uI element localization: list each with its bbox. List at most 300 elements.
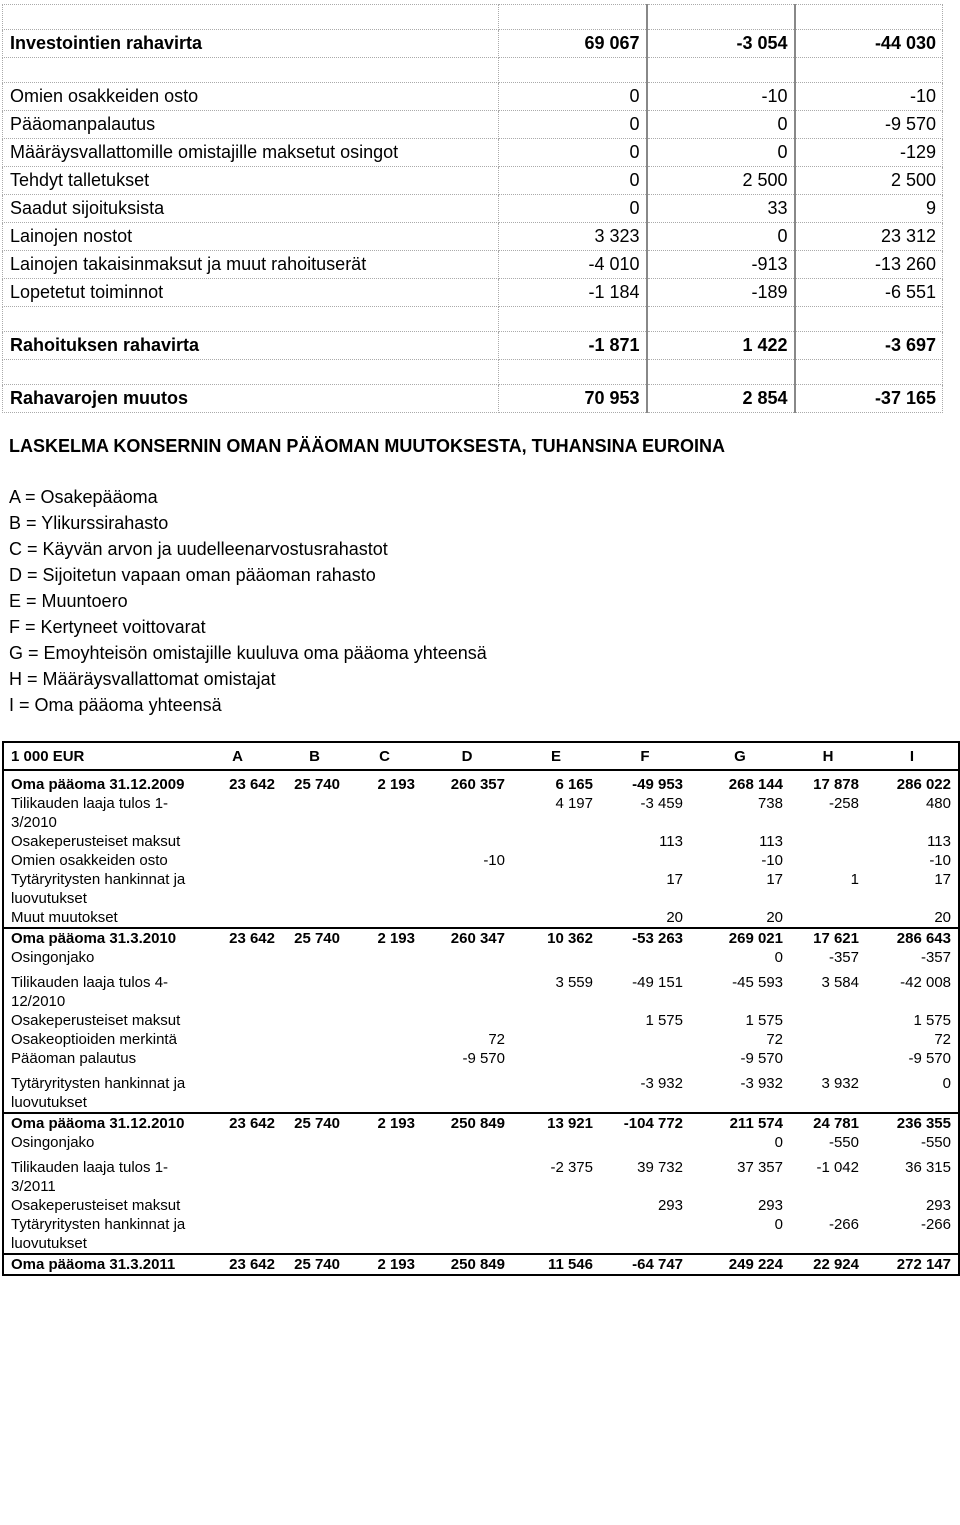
cash-flow-value xyxy=(647,307,795,332)
equity-change-row xyxy=(3,1068,959,1113)
header-col-d: D xyxy=(422,742,512,770)
equity-value xyxy=(282,948,347,967)
equity-value xyxy=(512,948,600,967)
equity-value xyxy=(193,870,282,908)
cash-flow-value: -37 165 xyxy=(795,385,943,413)
equity-value xyxy=(282,1049,347,1068)
cash-flow-row xyxy=(3,279,943,307)
equity-value: -266 xyxy=(920,1216,951,1233)
cash-flow-value xyxy=(499,5,647,30)
cash-flow-label: Rahavarojen muutos xyxy=(3,385,499,413)
equity-value: 272 147 xyxy=(866,1254,959,1275)
equity-value: -104 772 xyxy=(600,1113,690,1133)
cash-flow-value: 0 xyxy=(499,83,647,111)
legend-item: A = Osakepääoma xyxy=(9,487,158,507)
equity-value: 250 849 xyxy=(422,1254,512,1275)
equity-value xyxy=(282,1215,347,1254)
equity-value: 20 xyxy=(766,909,783,926)
equity-value xyxy=(282,967,347,1011)
equity-row-label: Tytäryritysten hankinnat ja luovutukset xyxy=(11,1216,186,1252)
equity-value xyxy=(600,1133,690,1152)
equity-value: 0 xyxy=(774,1216,783,1233)
equity-value xyxy=(790,1196,866,1215)
equity-value: 25 740 xyxy=(282,770,347,794)
equity-value xyxy=(193,1215,282,1254)
equity-value: 24 781 xyxy=(790,1113,866,1133)
equity-value xyxy=(193,908,282,928)
header-col-b: B xyxy=(282,742,347,770)
equity-value: -3 459 xyxy=(640,795,683,812)
cash-flow-value xyxy=(647,360,795,385)
cash-flow-value: -189 xyxy=(647,279,795,307)
equity-value xyxy=(282,1068,347,1113)
equity-value: -357 xyxy=(920,949,951,966)
equity-value xyxy=(790,1049,866,1068)
equity-value: 286 022 xyxy=(866,770,959,794)
cash-flow-value: 33 xyxy=(647,195,795,223)
equity-value xyxy=(282,1030,347,1049)
cash-flow-row xyxy=(3,30,943,58)
equity-value: 23 642 xyxy=(193,1254,282,1275)
cash-flow-value: 0 xyxy=(647,223,795,251)
equity-value: 11 546 xyxy=(512,1254,600,1275)
legend-item: I = Oma pääoma yhteensä xyxy=(9,695,222,715)
equity-change-row xyxy=(3,1215,959,1254)
cash-flow-label xyxy=(3,360,499,385)
equity-value: -2 375 xyxy=(550,1159,593,1176)
equity-value: 17 621 xyxy=(790,928,866,948)
equity-value: 23 642 xyxy=(193,770,282,794)
cash-flow-value xyxy=(647,5,795,30)
cash-flow-value: 69 067 xyxy=(499,30,647,58)
section-title: LASKELMA KONSERNIN OMAN PÄÄOMAN MUUTOKSESTA, TUHANSINA EUROINA xyxy=(9,436,726,456)
equity-value: 0 xyxy=(774,1134,783,1151)
equity-change-row xyxy=(3,1133,959,1152)
cash-flow-value: 2 500 xyxy=(647,167,795,195)
equity-change-row xyxy=(3,1011,959,1030)
equity-value: 20 xyxy=(934,909,951,926)
equity-value: 113 xyxy=(659,833,683,850)
equity-changes-table xyxy=(2,741,960,1276)
cash-flow-row xyxy=(3,83,943,111)
equity-value xyxy=(790,851,866,870)
equity-row-label: Oma pääoma 31.12.2010 xyxy=(3,1113,193,1133)
cash-flow-value: 0 xyxy=(499,111,647,139)
cash-flow-value: -13 260 xyxy=(795,251,943,279)
cash-flow-value: 70 953 xyxy=(499,385,647,413)
cash-flow-row xyxy=(3,251,943,279)
equity-row-label: Osingonjako xyxy=(11,1134,95,1151)
equity-value: -10 xyxy=(929,852,951,869)
legend-item: G = Emoyhteisön omistajille kuuluva oma pääoma yhteensä xyxy=(9,643,487,663)
cash-flow-value: 0 xyxy=(499,139,647,167)
cash-flow-label: Lopetetut toiminnot xyxy=(3,279,499,307)
equity-value xyxy=(347,851,422,870)
equity-value: 113 xyxy=(759,833,783,850)
equity-value: 3 584 xyxy=(821,974,859,991)
cash-flow-value: -6 551 xyxy=(795,279,943,307)
equity-value xyxy=(600,1030,690,1049)
equity-value: 1 575 xyxy=(645,1012,683,1029)
equity-value xyxy=(282,794,347,832)
equity-value xyxy=(790,1030,866,1049)
equity-value xyxy=(422,832,512,851)
equity-value xyxy=(600,948,690,967)
equity-balance-row xyxy=(3,928,959,948)
equity-value xyxy=(282,851,347,870)
equity-value: 2 193 xyxy=(347,1113,422,1133)
equity-value: 23 642 xyxy=(193,1113,282,1133)
cash-flow-value: -4 010 xyxy=(499,251,647,279)
cash-flow-value xyxy=(795,5,943,30)
equity-value: 25 740 xyxy=(282,928,347,948)
equity-value: 13 921 xyxy=(512,1113,600,1133)
equity-value: 268 144 xyxy=(690,770,790,794)
equity-value: -550 xyxy=(920,1134,951,1151)
equity-value xyxy=(512,1011,600,1030)
equity-value xyxy=(512,832,600,851)
equity-value: -10 xyxy=(483,852,505,869)
cash-flow-value xyxy=(499,360,647,385)
equity-value xyxy=(193,851,282,870)
header-col-g: G xyxy=(690,742,790,770)
equity-value: 39 732 xyxy=(637,1159,683,1176)
equity-row-label: Osakeperusteiset maksut xyxy=(11,1012,181,1029)
header-col-a: A xyxy=(193,742,282,770)
equity-value xyxy=(512,1196,600,1215)
equity-value: 2 193 xyxy=(347,770,422,794)
cash-flow-value: -9 570 xyxy=(795,111,943,139)
equity-value: 25 740 xyxy=(282,1113,347,1133)
equity-value: -49 151 xyxy=(632,974,683,991)
equity-change-row xyxy=(3,948,959,967)
cash-flow-label: Pääomanpalautus xyxy=(3,111,499,139)
equity-value xyxy=(193,1068,282,1113)
cash-flow-value: -44 030 xyxy=(795,30,943,58)
cash-flow-row xyxy=(3,167,943,195)
equity-value: -42 008 xyxy=(900,974,951,991)
equity-value xyxy=(347,1049,422,1068)
equity-value: -49 953 xyxy=(600,770,690,794)
equity-value: 17 xyxy=(934,871,951,888)
equity-value xyxy=(282,870,347,908)
equity-value: 36 315 xyxy=(905,1159,951,1176)
cash-flow-value xyxy=(795,360,943,385)
equity-value xyxy=(193,1196,282,1215)
equity-value xyxy=(282,832,347,851)
equity-value xyxy=(282,1133,347,1152)
cash-flow-row xyxy=(3,58,943,83)
equity-value xyxy=(193,1049,282,1068)
equity-value: 293 xyxy=(757,1197,783,1214)
equity-value: -266 xyxy=(828,1216,859,1233)
equity-value xyxy=(347,1011,422,1030)
equity-value xyxy=(422,948,512,967)
equity-value: 72 xyxy=(934,1031,951,1048)
equity-value xyxy=(600,851,690,870)
equity-value xyxy=(790,1011,866,1030)
cash-flow-value: -913 xyxy=(647,251,795,279)
equity-value xyxy=(347,870,422,908)
cash-flow-row xyxy=(3,385,943,413)
equity-row-label: Tytäryritysten hankinnat ja luovutukset xyxy=(11,1075,186,1111)
equity-value xyxy=(282,1196,347,1215)
equity-value xyxy=(347,1030,422,1049)
cash-flow-value xyxy=(795,58,943,83)
cash-flow-table xyxy=(2,4,943,413)
equity-value: 738 xyxy=(757,795,783,812)
equity-value xyxy=(422,1152,512,1196)
equity-value xyxy=(422,967,512,1011)
equity-header-row xyxy=(3,742,959,770)
equity-value: -64 747 xyxy=(600,1254,690,1275)
cash-flow-value: -1 184 xyxy=(499,279,647,307)
equity-value: 17 xyxy=(666,871,683,888)
header-col-h: H xyxy=(790,742,866,770)
equity-value: -1 042 xyxy=(816,1159,859,1176)
equity-value xyxy=(512,1049,600,1068)
equity-value: -357 xyxy=(828,949,859,966)
cash-flow-value: 9 xyxy=(795,195,943,223)
equity-value: 23 642 xyxy=(193,928,282,948)
equity-change-row xyxy=(3,794,959,832)
equity-value: 269 021 xyxy=(690,928,790,948)
equity-row-label: Tytäryritysten hankinnat ja luovutukset xyxy=(11,871,186,907)
equity-row-label: Osakeoptioiden merkintä xyxy=(11,1031,177,1048)
equity-change-row xyxy=(3,832,959,851)
equity-change-row xyxy=(3,967,959,1011)
equity-row-label: Osakeperusteiset maksut xyxy=(11,1197,181,1214)
equity-value xyxy=(282,908,347,928)
equity-value xyxy=(282,1152,347,1196)
equity-value xyxy=(347,908,422,928)
equity-value: 293 xyxy=(925,1197,951,1214)
cash-flow-value: -10 xyxy=(647,83,795,111)
equity-value xyxy=(347,1196,422,1215)
cash-flow-value: -3 697 xyxy=(795,332,943,360)
equity-value xyxy=(193,967,282,1011)
cash-flow-value: 23 312 xyxy=(795,223,943,251)
equity-value: 3 932 xyxy=(821,1075,859,1092)
legend-item: H = Määräysvallattomat omistajat xyxy=(9,669,276,689)
cash-flow-value xyxy=(647,58,795,83)
equity-row-label: Tilikauden laaja tulos 1-3/2011 xyxy=(11,1159,169,1195)
equity-value: 3 559 xyxy=(555,974,593,991)
equity-value: 286 643 xyxy=(866,928,959,948)
equity-value xyxy=(193,1011,282,1030)
equity-value: -550 xyxy=(828,1134,859,1151)
equity-change-row xyxy=(3,1030,959,1049)
equity-value: 37 357 xyxy=(737,1159,783,1176)
equity-row-label: Muut muutokset xyxy=(11,909,118,926)
equity-value xyxy=(422,1068,512,1113)
equity-value xyxy=(422,794,512,832)
equity-value: 1 575 xyxy=(913,1012,951,1029)
equity-value: 10 362 xyxy=(512,928,600,948)
cash-flow-label: Saadut sijoituksista xyxy=(3,195,499,223)
equity-change-row xyxy=(3,1196,959,1215)
equity-value xyxy=(600,1215,690,1254)
equity-value: 20 xyxy=(666,909,683,926)
cash-flow-row xyxy=(3,5,943,30)
equity-value xyxy=(790,832,866,851)
equity-value: 113 xyxy=(927,833,951,850)
equity-balance-row xyxy=(3,1113,959,1133)
equity-value xyxy=(512,1215,600,1254)
cash-flow-value: -3 054 xyxy=(647,30,795,58)
cash-flow-label: Lainojen takaisinmaksut ja muut rahoituserät xyxy=(3,251,499,279)
equity-change-row xyxy=(3,1152,959,1196)
cash-flow-label: Rahoituksen rahavirta xyxy=(3,332,499,360)
cash-flow-label xyxy=(3,58,499,83)
equity-value xyxy=(422,1196,512,1215)
equity-value xyxy=(193,832,282,851)
equity-row-label: Tilikauden laaja tulos 1-3/2010 xyxy=(11,795,169,831)
equity-value: 480 xyxy=(925,795,951,812)
cash-flow-value: 0 xyxy=(647,139,795,167)
header-unit: 1 000 EUR xyxy=(3,742,193,770)
equity-row-label: Omien osakkeiden osto xyxy=(11,852,168,869)
equity-value xyxy=(193,1030,282,1049)
equity-value: 25 740 xyxy=(282,1254,347,1275)
equity-row-label: Oma pääoma 31.12.2009 xyxy=(3,770,193,794)
equity-value: -9 570 xyxy=(908,1050,951,1067)
equity-balance-row xyxy=(3,770,959,794)
equity-value xyxy=(347,1152,422,1196)
cash-flow-row xyxy=(3,332,943,360)
legend-item: C = Käyvän arvon ja uudelleenarvostusrahastot xyxy=(9,539,388,559)
equity-value: 17 878 xyxy=(790,770,866,794)
cash-flow-value xyxy=(499,307,647,332)
cash-flow-label xyxy=(3,5,499,30)
equity-row-label: Osakeperusteiset maksut xyxy=(11,833,181,850)
equity-value: 1 xyxy=(850,871,859,888)
equity-value xyxy=(347,1215,422,1254)
cash-flow-label: Investointien rahavirta xyxy=(3,30,499,58)
header-col-f: F xyxy=(600,742,690,770)
equity-value xyxy=(422,1215,512,1254)
cash-flow-row xyxy=(3,223,943,251)
equity-value xyxy=(512,1030,600,1049)
equity-value: 17 xyxy=(766,871,783,888)
cash-flow-value: -10 xyxy=(795,83,943,111)
cash-flow-row xyxy=(3,307,943,332)
cash-flow-value: 0 xyxy=(499,195,647,223)
equity-change-row xyxy=(3,851,959,870)
cash-flow-value: 1 422 xyxy=(647,332,795,360)
cash-flow-value: 2 854 xyxy=(647,385,795,413)
equity-value: 260 357 xyxy=(422,770,512,794)
equity-value xyxy=(422,908,512,928)
cash-flow-value xyxy=(499,58,647,83)
equity-row-label: Osingonjako xyxy=(11,949,95,966)
equity-value: 2 193 xyxy=(347,1254,422,1275)
equity-value: 0 xyxy=(942,1075,951,1092)
equity-value: 4 197 xyxy=(555,795,593,812)
equity-value xyxy=(282,1011,347,1030)
equity-value xyxy=(512,1068,600,1113)
equity-change-row xyxy=(3,1049,959,1068)
equity-value xyxy=(600,1049,690,1068)
equity-value xyxy=(347,794,422,832)
cash-flow-value: 0 xyxy=(647,111,795,139)
equity-value xyxy=(193,1152,282,1196)
equity-value xyxy=(422,1011,512,1030)
cash-flow-label: Tehdyt talletukset xyxy=(3,167,499,195)
equity-row-label: Oma pääoma 31.3.2010 xyxy=(3,928,193,948)
equity-row-label: Tilikauden laaja tulos 4-12/2010 xyxy=(11,974,169,1010)
equity-value: 72 xyxy=(766,1031,783,1048)
cash-flow-label xyxy=(3,307,499,332)
cash-flow-label: Lainojen nostot xyxy=(3,223,499,251)
equity-value: -9 570 xyxy=(462,1050,505,1067)
equity-value xyxy=(512,908,600,928)
legend-item: F = Kertyneet voittovarat xyxy=(9,617,206,637)
cash-flow-value xyxy=(795,307,943,332)
cash-flow-label: Määräysvallattomille omistajille maksetut osingot xyxy=(3,139,499,167)
equity-change-row xyxy=(3,908,959,928)
header-col-c: C xyxy=(347,742,422,770)
equity-value xyxy=(347,948,422,967)
equity-value: -10 xyxy=(761,852,783,869)
cash-flow-value: -129 xyxy=(795,139,943,167)
equity-value: -3 932 xyxy=(640,1075,683,1092)
equity-value: 249 224 xyxy=(690,1254,790,1275)
equity-value: 72 xyxy=(488,1031,505,1048)
column-legend xyxy=(9,484,487,718)
equity-value xyxy=(193,1133,282,1152)
legend-item: B = Ylikurssirahasto xyxy=(9,513,169,533)
equity-value: -53 263 xyxy=(600,928,690,948)
equity-value: 211 574 xyxy=(690,1113,790,1133)
equity-value: -45 593 xyxy=(732,974,783,991)
equity-row-label: Oma pääoma 31.3.2011 xyxy=(3,1254,193,1275)
equity-value xyxy=(790,908,866,928)
cash-flow-label: Omien osakkeiden osto xyxy=(3,83,499,111)
equity-value xyxy=(347,832,422,851)
equity-value xyxy=(512,1133,600,1152)
equity-value xyxy=(422,870,512,908)
equity-value xyxy=(347,1133,422,1152)
equity-value xyxy=(422,1133,512,1152)
equity-value: 0 xyxy=(774,949,783,966)
equity-value: 260 347 xyxy=(422,928,512,948)
equity-value xyxy=(347,1068,422,1113)
equity-value xyxy=(193,794,282,832)
equity-value: 22 924 xyxy=(790,1254,866,1275)
equity-value: 2 193 xyxy=(347,928,422,948)
equity-value: 250 849 xyxy=(422,1113,512,1133)
legend-item: E = Muuntoero xyxy=(9,591,128,611)
header-col-i: I xyxy=(866,742,959,770)
cash-flow-value: 2 500 xyxy=(795,167,943,195)
equity-change-row xyxy=(3,870,959,908)
equity-value: -9 570 xyxy=(740,1050,783,1067)
equity-value: 293 xyxy=(657,1197,683,1214)
equity-value xyxy=(512,870,600,908)
legend-item: D = Sijoitetun vapaan oman pääoman rahasto xyxy=(9,565,376,585)
equity-value: -258 xyxy=(828,795,859,812)
header-col-e: E xyxy=(512,742,600,770)
cash-flow-value: 3 323 xyxy=(499,223,647,251)
equity-value: -3 932 xyxy=(740,1075,783,1092)
equity-value xyxy=(193,948,282,967)
equity-value xyxy=(347,967,422,1011)
equity-row-label: Pääoman palautus xyxy=(11,1050,137,1067)
cash-flow-row xyxy=(3,111,943,139)
cash-flow-row xyxy=(3,195,943,223)
cash-flow-row xyxy=(3,360,943,385)
